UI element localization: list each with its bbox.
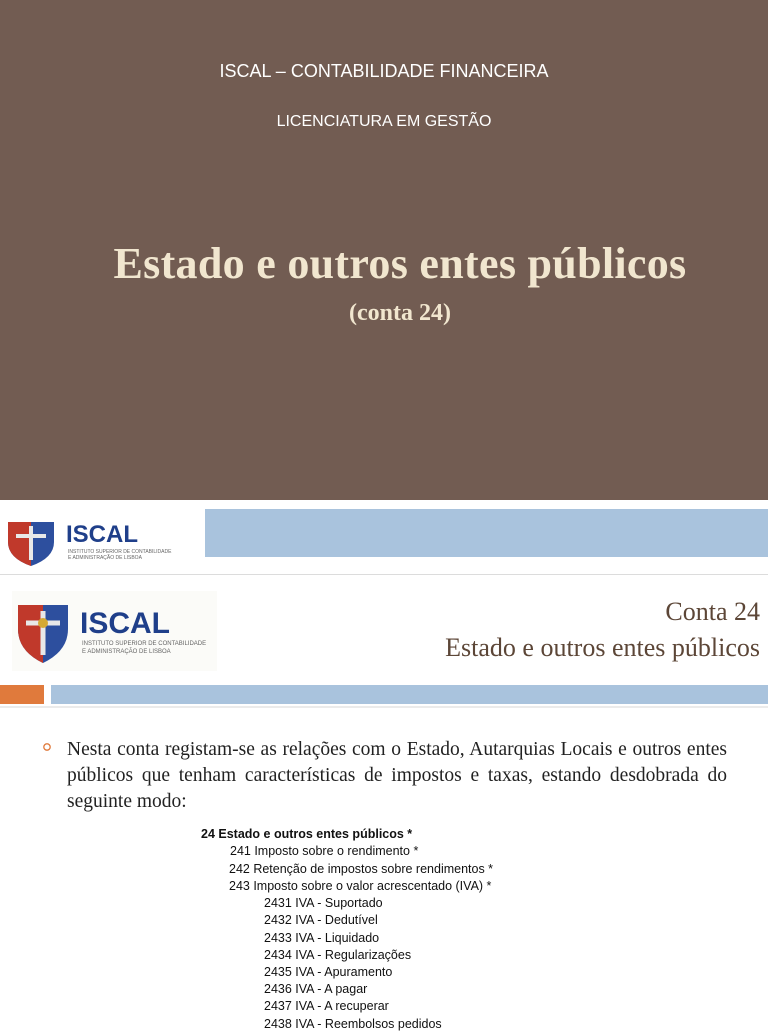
account-item: 2431 IVA - Suportado — [264, 896, 383, 910]
bullet-paragraph: Nesta conta registam-se as relações com o Estado, Autarquias Locais e outros entes públicos que tenham características de impostos e taxas, estando desdobrada do seguinte modo: — [67, 739, 727, 812]
account-item: 2434 IVA - Regularizações — [264, 948, 412, 962]
logo-text: ISCAL — [66, 521, 138, 548]
accent-bar-blue — [51, 685, 768, 704]
slide-heading-title: Estado e outros entes públicos — [445, 633, 760, 662]
account-item: 241 Imposto sobre o rendimento * — [230, 844, 419, 858]
accent-bar-shadow — [0, 706, 768, 708]
account-item: 24 Estado e outros entes públicos * — [201, 827, 413, 841]
slide-header-strip — [0, 504, 768, 572]
accent-bar-orange — [0, 685, 44, 704]
account-item: 2436 IVA - A pagar — [264, 982, 368, 996]
degree-line: LICENCIATURA EM GESTÃO — [276, 113, 492, 130]
bullet-circle-icon — [42, 742, 52, 752]
slide-title: Estado e outros entes públicos — [113, 239, 687, 288]
title-slide — [0, 0, 768, 500]
account-item: 243 Imposto sobre o valor acrescentado (IVA) * — [229, 879, 492, 893]
content-slide — [0, 574, 768, 1031]
slide-heading-account: Conta 24 — [665, 597, 760, 626]
logo-text: ISCAL — [80, 607, 170, 640]
logo-caption-2: E ADMINISTRAÇÃO DE LISBOA — [68, 555, 142, 561]
account-item: 2437 IVA - A recuperar — [264, 999, 389, 1013]
logo-caption-1: INSTITUTO SUPERIOR DE CONTABILIDADE — [68, 549, 172, 555]
account-item: 2435 IVA - Apuramento — [264, 965, 393, 979]
account-item: 2433 IVA - Liquidado — [264, 931, 380, 945]
account-item: 2438 IVA - Reembolsos pedidos — [264, 1017, 442, 1031]
slide-subtitle: (conta 24) — [349, 300, 451, 326]
logo-caption-1: INSTITUTO SUPERIOR DE CONTABILIDADE — [82, 641, 207, 647]
header-band — [205, 509, 768, 557]
iscal-logo — [12, 591, 217, 671]
account-item: 242 Retenção de impostos sobre rendimentos * — [229, 862, 494, 876]
account-item: 2432 IVA - Dedutível — [264, 913, 378, 927]
school-course-line: ISCAL – CONTABILIDADE FINANCEIRA — [219, 61, 549, 81]
logo-caption-2: E ADMINISTRAÇÃO DE LISBOA — [82, 649, 171, 655]
iscal-logo-small — [4, 512, 200, 568]
